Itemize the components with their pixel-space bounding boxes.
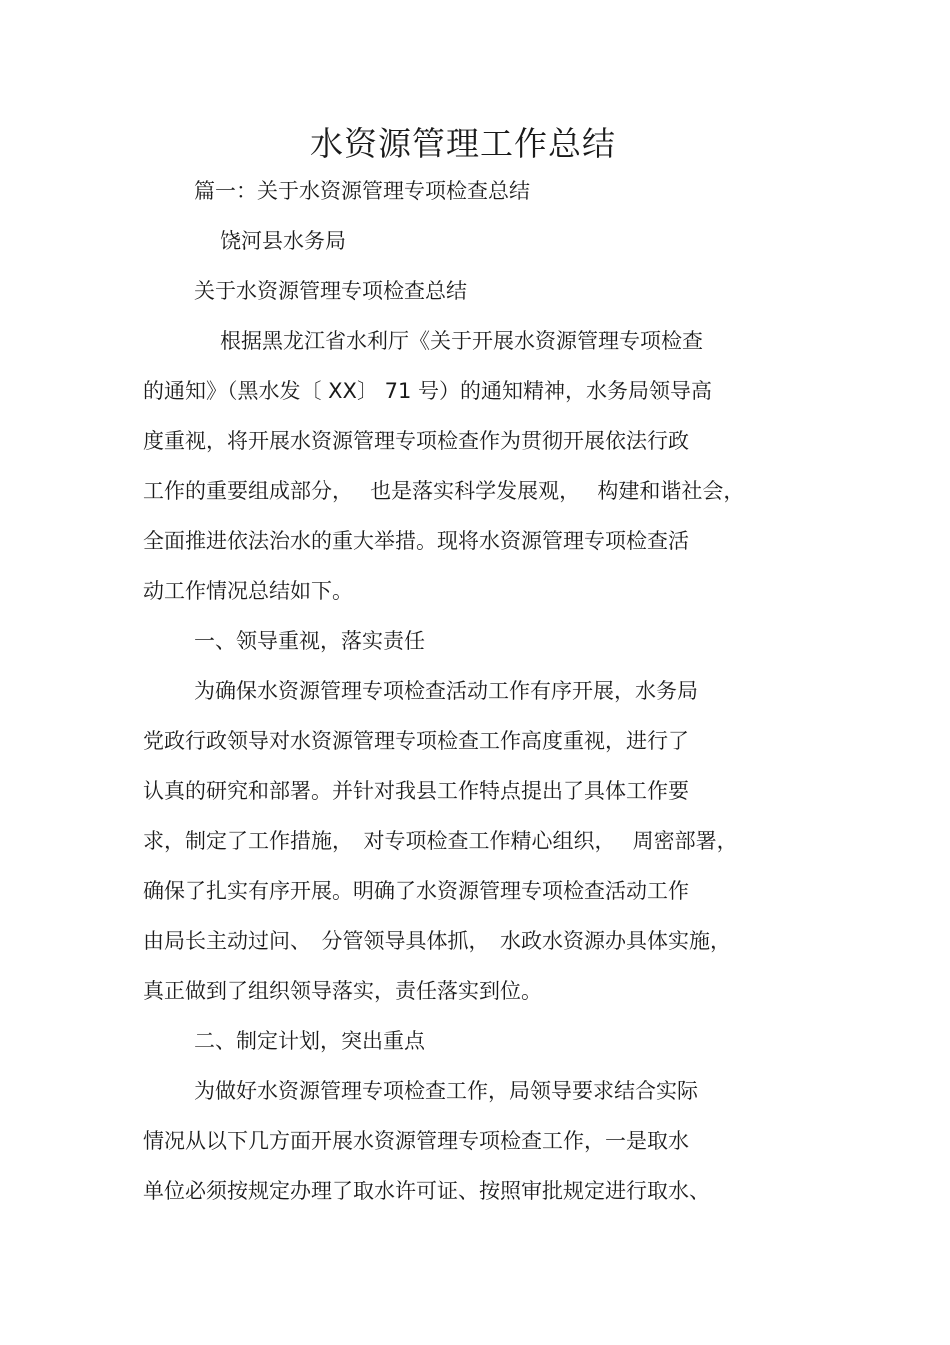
- text-line: 认真的研究和部署。并针对我县工作特点提出了具体工作要: [143, 779, 689, 803]
- text-line: 单位必须按规定办理了取水许可证、按照审批规定进行取水、: [143, 1179, 710, 1203]
- text-line: 动工作情况总结如下。: [143, 579, 353, 603]
- section-heading: 一、领导重视，落实责任: [194, 629, 425, 653]
- text-line: 确保了扎实有序开展。明确了水资源管理专项检查活动工作: [143, 879, 689, 903]
- text-line: 由局长主动过问、 分管领导具体抓， 水政水资源办具体实施，: [143, 929, 731, 953]
- text-line: 真正做到了组织领导落实，责任落实到位。: [143, 979, 542, 1003]
- text-line: 求，制定了工作措施， 对专项检查工作精心组织， 周密部署，: [143, 829, 738, 853]
- text-line: 度重视，将开展水资源管理专项检查作为贯彻开展依法行政: [143, 429, 689, 453]
- text-line: 根据黑龙江省水利厅《关于开展水资源管理专项检查: [220, 329, 703, 353]
- text-line: 情况从以下几方面开展水资源管理专项检查工作，一是取水: [143, 1129, 689, 1153]
- text-line: 为确保水资源管理专项检查活动工作有序开展，水务局: [194, 679, 698, 703]
- text-line: 的通知》（黑水发〔 XX〕 71 号）的通知精神，水务局领导高: [143, 379, 713, 403]
- text-line: 为做好水资源管理专项检查工作，局领导要求结合实际: [194, 1079, 698, 1103]
- text-line: 关于水资源管理专项检查总结: [194, 279, 467, 303]
- text-line: 饶河县水务局: [220, 229, 346, 253]
- document-title: 水资源管理工作总结: [310, 124, 616, 163]
- text-line: 全面推进依法治水的重大举措。现将水资源管理专项检查活: [143, 529, 689, 553]
- text-line: 篇一：关于水资源管理专项检查总结: [194, 179, 530, 203]
- text-line: 党政行政领导对水资源管理专项检查工作高度重视，进行了: [143, 729, 689, 753]
- text-line: 工作的重要组成部分， 也是落实科学发展观， 构建和谐社会，: [143, 479, 745, 503]
- section-heading: 二、制定计划，突出重点: [194, 1029, 425, 1053]
